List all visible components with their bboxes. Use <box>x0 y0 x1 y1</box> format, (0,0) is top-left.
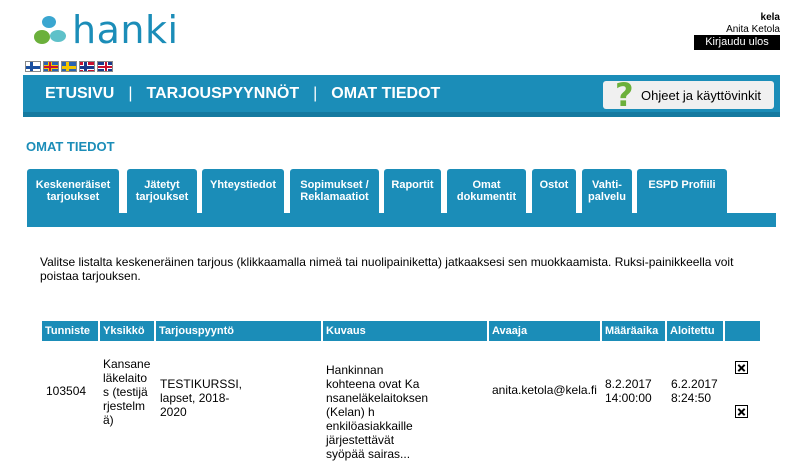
tab-sopimukset-reklamaatiot[interactable] <box>290 169 379 214</box>
cell-tarjouspyynto[interactable] <box>160 377 242 419</box>
flag-finland-icon[interactable] <box>25 61 41 72</box>
tab-jatetyt-tarjoukset[interactable] <box>127 169 197 214</box>
cell-kuvaus-line: syöpää sairas... <box>326 447 411 461</box>
column-header-avaaja[interactable]: Avaaja <box>489 321 600 341</box>
flag-sweden-icon[interactable] <box>61 61 77 72</box>
tab-label-line1: Ostot <box>539 179 569 191</box>
tab-label-line2: dokumentit <box>456 191 517 203</box>
tab-omat-dokumentit[interactable] <box>447 169 526 214</box>
cell-avaaja: anita.ketola@kela.fi <box>492 383 597 397</box>
cell-aloitettu-date: 6.2.2017 <box>671 377 718 391</box>
column-header-yksikko[interactable]: Yksikkö <box>100 321 154 341</box>
cell-yksikko-line: Kansane <box>103 357 151 371</box>
tab-label-line2: tarjoukset <box>135 191 189 203</box>
tab-label-line2: palvelu <box>588 191 626 203</box>
logout-button[interactable]: Kirjaudu ulos <box>694 35 780 50</box>
cell-yksikko <box>103 357 150 427</box>
nav-items <box>45 85 440 103</box>
flag-aland-icon[interactable] <box>43 61 59 72</box>
cell-kuvaus-line: nsaneläkelaitoksen (Kelan) h <box>326 391 429 419</box>
tab-label-line1: Raportit <box>391 179 434 191</box>
user-name: Anita Ketola <box>726 24 780 35</box>
tab-vahtipalvelu[interactable] <box>582 169 632 214</box>
tab-raportit[interactable] <box>384 169 441 214</box>
column-header-actions <box>725 321 760 341</box>
column-header-tarjouspyynto[interactable]: Tarjouspyyntö <box>156 321 321 341</box>
tab-label-line1: Jätetyt <box>144 179 180 191</box>
column-header-maaraaika[interactable]: Määräaika <box>602 321 665 341</box>
tab-label-line1: ESPD Profiili <box>648 179 716 191</box>
column-header-tunniste[interactable]: Tunniste <box>42 321 98 341</box>
help-button[interactable] <box>603 76 774 114</box>
column-header-aloitettu[interactable]: Aloitettu <box>667 321 723 341</box>
cell-maaraaika <box>605 377 652 405</box>
tab-yhteystiedot[interactable] <box>202 169 284 214</box>
tab-label-line1: Sopimukset / <box>300 179 369 191</box>
tab-espd-profiili[interactable] <box>637 169 727 214</box>
cell-kuvaus-line: Hankinnan kohteena ovat Ka <box>326 363 420 391</box>
tab-keskeneraiset-tarjoukset[interactable] <box>27 169 119 227</box>
cell-tunniste: 103504 <box>46 384 87 398</box>
tab-label-line2: tarjoukset <box>46 191 100 203</box>
flag-uk-icon[interactable] <box>97 61 113 72</box>
cell-yksikko-line: ä) <box>103 413 114 427</box>
tab-label-line1: Keskeneräiset <box>35 179 111 191</box>
tab-label-line1: Omat <box>472 179 501 191</box>
user-organization: kela <box>760 12 780 23</box>
cell-yksikko-line: läkelaito <box>103 371 148 385</box>
hanki-logo[interactable] <box>30 10 180 54</box>
nav-item-omat-tiedot[interactable]: OMAT TIEDOT <box>331 85 441 102</box>
delete-icon[interactable] <box>735 361 748 374</box>
tab-underbar <box>27 213 776 227</box>
tab-ostot[interactable] <box>532 169 576 214</box>
cell-tarjouspyynto-line: TESTIKURSSI, lapset, 2018- <box>160 377 243 405</box>
nav-separator: | <box>313 85 318 102</box>
cell-aloitettu-time: 8:24:50 <box>671 391 712 405</box>
instructions-text: Valitse listalta keskeneräinen tarjous (klikkaamalla nimeä tai nuolipainiketta) jatkaaksesi sen muokkaamista. Ruksi-painikkeella voit poistaa tarjouksen. <box>40 255 734 283</box>
question-mark-icon: ? <box>615 76 634 114</box>
cell-aloitettu <box>671 377 718 405</box>
logo-blob-teal <box>50 30 66 42</box>
tab-label-line1: Yhteystiedot <box>209 179 276 191</box>
cell-yksikko-line: s (testijä <box>103 385 148 399</box>
cell-kuvaus <box>326 363 428 461</box>
logo-text: hanki <box>72 8 179 52</box>
nav-item-etusivu[interactable]: ETUSIVU <box>45 85 115 102</box>
flag-norway-icon[interactable] <box>79 61 95 72</box>
tab-label-line2: Reklamaatiot <box>300 191 369 203</box>
cell-tarjouspyynto-line: 2020 <box>160 405 187 419</box>
column-header-kuvaus[interactable]: Kuvaus <box>323 321 487 341</box>
language-flags <box>25 61 113 72</box>
nav-item-tarjouspyynnot[interactable]: TARJOUSPYYNNÖT <box>146 85 300 102</box>
delete-icon[interactable] <box>735 405 748 418</box>
page-title: OMAT TIEDOT <box>26 139 115 154</box>
tab-label-line1: Vahti- <box>592 179 622 191</box>
cell-yksikko-line: rjestelm <box>103 399 146 413</box>
cell-maaraaika-date: 8.2.2017 <box>605 377 652 391</box>
cell-kuvaus-line: enkilöasiakkaille järjestettävät <box>326 419 413 447</box>
logo-blob-green <box>34 30 50 44</box>
logo-blob-blue <box>42 16 56 28</box>
help-button-label: Ohjeet ja käyttövinkit <box>641 87 761 103</box>
cell-maaraaika-time: 14:00:00 <box>605 391 652 405</box>
nav-separator: | <box>128 85 133 102</box>
